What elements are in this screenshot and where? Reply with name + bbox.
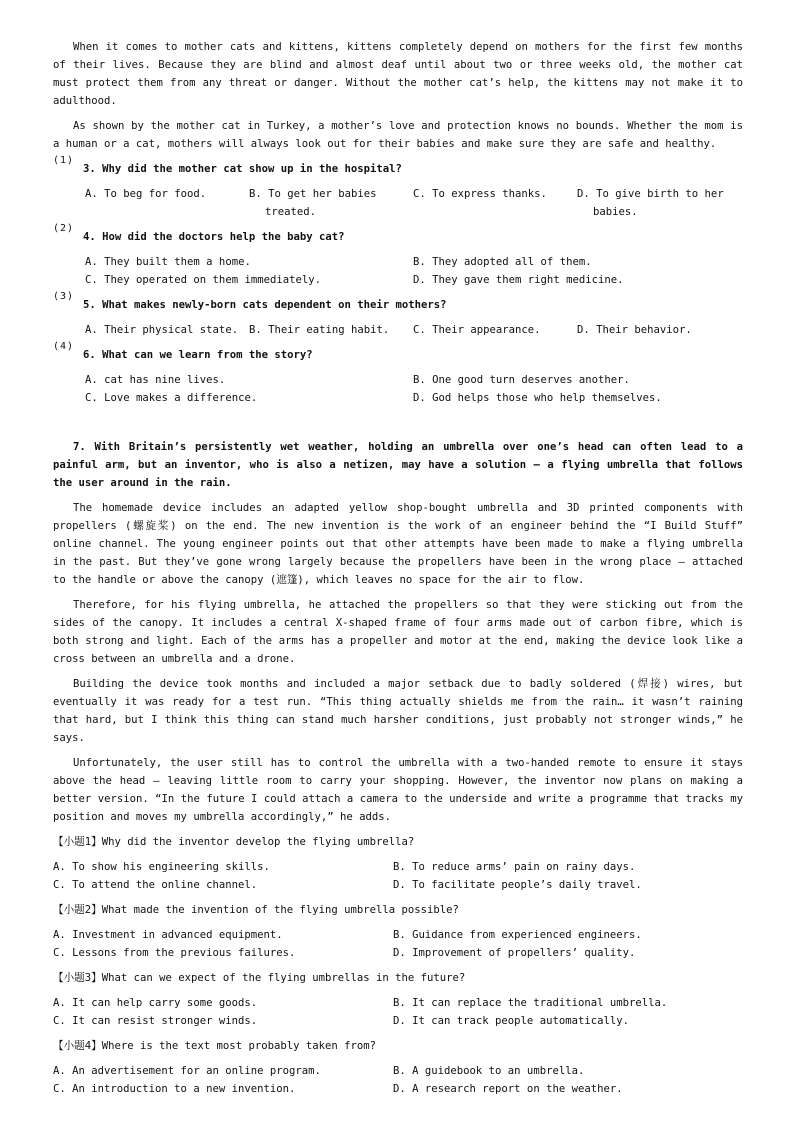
option-c[interactable]: C. Lessons from the previous failures. <box>53 947 296 959</box>
option-a[interactable]: A. To beg for food. <box>85 188 207 200</box>
option-c[interactable]: C. Their appearance. <box>413 324 541 336</box>
option-c[interactable]: C. They operated on them immediately. <box>85 274 321 286</box>
option-a[interactable]: A. cat has nine lives. <box>85 374 226 386</box>
question-number: (1) <box>53 155 75 166</box>
option-d[interactable]: D. A research report on the weather. <box>393 1083 623 1095</box>
question-stem: 6. What can we learn from the story? <box>83 349 313 361</box>
answer-options <box>53 253 743 289</box>
answer-options <box>53 185 743 221</box>
question-3 <box>53 291 743 339</box>
option-a[interactable]: A. Investment in advanced equipment. <box>53 929 283 941</box>
option-d[interactable]: D. To facilitate people’s daily travel. <box>393 879 642 891</box>
passage-7-heading: 7. With Britain’s persistently wet weather, holding an umbrella over one’s head can often lead to a painful arm, but an inventor, who is also a netizen, may have a solution — a flying umbrella that follows the user around in the rain. <box>53 441 743 489</box>
question-stem: 【小题1】Why did the inventor develop the flying umbrella? <box>53 836 415 848</box>
question-number: (3) <box>53 291 75 302</box>
option-d[interactable]: D. To give birth to her babies. <box>577 188 724 218</box>
answer-options <box>53 858 743 894</box>
question-number: (4) <box>53 341 75 352</box>
answer-options <box>53 1062 743 1098</box>
answer-options <box>53 321 743 339</box>
question-stem: 3. Why did the mother cat show up in the hospital? <box>83 163 402 175</box>
option-b[interactable]: B. To get her babies treated. <box>249 188 377 218</box>
question-2 <box>53 223 743 289</box>
question-stem: 【小题4】Where is the text most probably taken from? <box>53 1040 377 1052</box>
answer-options <box>53 994 743 1030</box>
section-gap <box>53 414 743 438</box>
option-d[interactable]: D. God helps those who help themselves. <box>413 392 662 404</box>
sub-question-4 <box>53 1037 743 1098</box>
option-d[interactable]: D. Improvement of propellers’ quality. <box>393 947 636 959</box>
intro-paragraph-1: When it comes to mother cats and kittens, kittens completely depend on mothers for the first few months of their lives. Because they are blind and almost deaf until about two or three weeks old, the mother cat must protect them from any threat or danger. Without the mother cat’s help, the kittens may not make it to adulthood. <box>53 41 743 107</box>
option-c[interactable]: C. To attend the online channel. <box>53 879 258 891</box>
passage-7-paragraph-3: Building the device took months and included a major setback due to badly soldered (焊接) wires, but eventually it was ready for a test run. “This thing actually shields me from the rain… it wasn’t raining that hard, but I think this thing can stand much harsher conditions, just probably not stronger winds,” he says. <box>53 678 743 744</box>
sub-question-2 <box>53 901 743 962</box>
option-d[interactable]: D. It can track people automatically. <box>393 1015 629 1027</box>
option-a[interactable]: A. Their physical state. <box>85 324 239 336</box>
question-4 <box>53 341 743 407</box>
option-b[interactable]: B. A guidebook to an umbrella. <box>393 1065 585 1077</box>
option-c[interactable]: C. It can resist stronger winds. <box>53 1015 258 1027</box>
question-stem: 【小题3】What can we expect of the flying umbrellas in the future? <box>53 972 466 984</box>
answer-options <box>53 371 743 407</box>
sub-question-1 <box>53 833 743 894</box>
option-d[interactable]: D. They gave them right medicine. <box>413 274 624 286</box>
answer-options <box>53 926 743 962</box>
option-c[interactable]: C. To express thanks. <box>413 188 547 200</box>
option-a[interactable]: A. It can help carry some goods. <box>53 997 258 1009</box>
intro-paragraph-2: As shown by the mother cat in Turkey, a mother’s love and protection knows no bounds. Whether the mom is a human or a cat, mothers will always look out for their babies and make sure they are safe and healthy. <box>53 120 743 150</box>
question-stem: 5. What makes newly-born cats dependent on their mothers? <box>83 299 447 311</box>
question-number: (2) <box>53 223 75 234</box>
option-b[interactable]: B. Guidance from experienced engineers. <box>393 929 642 941</box>
question-stem: 4. How did the doctors help the baby cat? <box>83 231 345 243</box>
passage-7-paragraph-1: The homemade device includes an adapted yellow shop-bought umbrella and 3D printed components with propellers (螺旋桨) on the end. The new invention is the work of an engineer behind the “I Build Stuff” online channel. The young engineer points out that other attempts have been made to make a flying umbrella in the past. But they’ve gone wrong largely because the propellers have been in the wrong place — attached to the handle or above the canopy (遮篷), which leaves no space for the air to flow. <box>53 502 743 586</box>
option-b[interactable]: B. They adopted all of them. <box>413 256 592 268</box>
option-b[interactable]: B. It can replace the traditional umbrella. <box>393 997 668 1009</box>
option-b[interactable]: B. To reduce arms’ pain on rainy days. <box>393 861 636 873</box>
sub-question-3 <box>53 969 743 1030</box>
option-c[interactable]: C. Love makes a difference. <box>85 392 258 404</box>
question-1 <box>53 155 743 221</box>
option-b[interactable]: B. One good turn deserves another. <box>413 374 630 386</box>
passage-7-paragraph-4: Unfortunately, the user still has to control the umbrella with a two-handed remote to ensure it stays above the head — leaving little room to carry your shopping. However, the inventor now plans on making a better version. “In the future I could attach a camera to the underside and write a programme that tracks my position and moves my umbrella accordingly,” he adds. <box>53 757 743 823</box>
option-b[interactable]: B. Their eating habit. <box>249 324 390 336</box>
question-stem: 【小题2】What made the invention of the flying umbrella possible? <box>53 904 459 916</box>
option-c[interactable]: C. An introduction to a new invention. <box>53 1083 296 1095</box>
option-a[interactable]: A. To show his engineering skills. <box>53 861 270 873</box>
exam-page <box>53 38 743 1105</box>
option-a[interactable]: A. An advertisement for an online program. <box>53 1065 321 1077</box>
passage-7-paragraph-2: Therefore, for his flying umbrella, he attached the propellers so that they were sticking out from the sides of the canopy. It includes a central X-shaped frame of four arms made out of carbon fibre, which is both strong and light. Each of the arms has a propeller and motor at the end, making the device look like a cross between an umbrella and a drone. <box>53 599 743 665</box>
option-d[interactable]: D. Their behavior. <box>577 324 692 336</box>
option-a[interactable]: A. They built them a home. <box>85 256 251 268</box>
